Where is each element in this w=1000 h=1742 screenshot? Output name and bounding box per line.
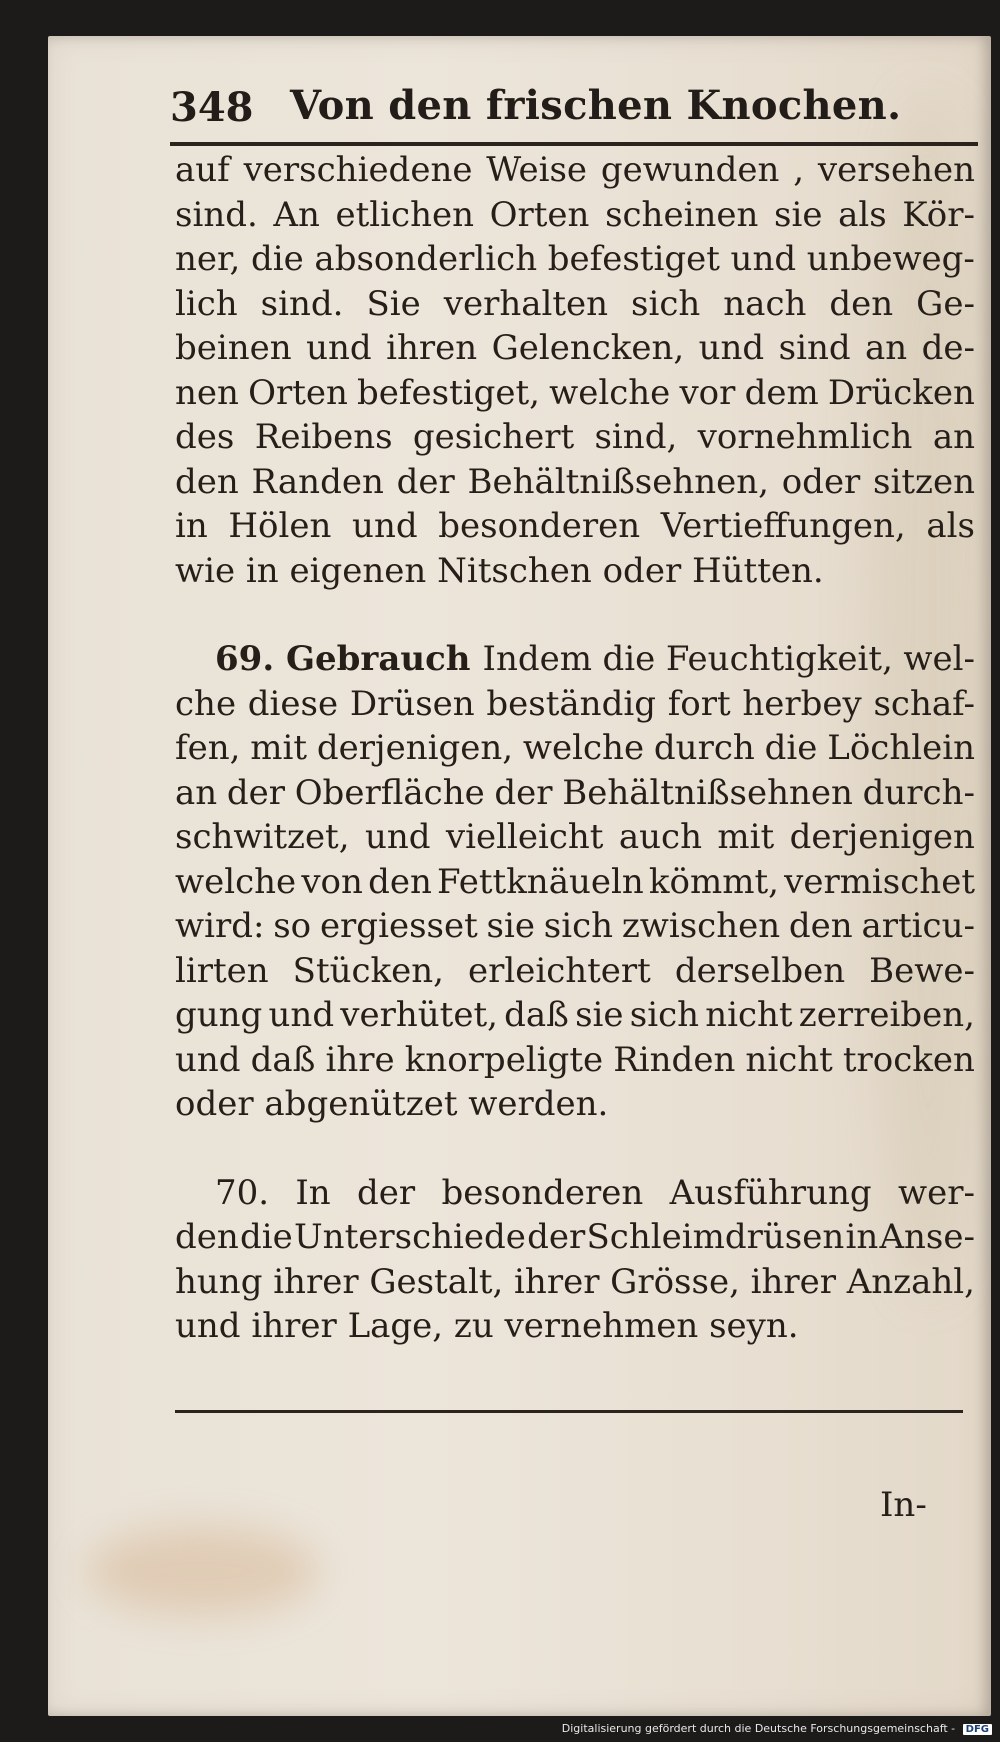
line-text [483, 637, 975, 682]
word: ihrer [273, 1261, 359, 1302]
text-line [175, 1215, 975, 1260]
text-line [175, 460, 975, 505]
text-line [175, 148, 975, 193]
word: der [357, 1172, 416, 1213]
line-text [175, 815, 975, 860]
word: knorpeligte [404, 1039, 604, 1080]
word: den [829, 283, 894, 324]
word: von [301, 861, 363, 902]
text-line [175, 549, 975, 594]
word: wer- [897, 1172, 975, 1213]
word: der [226, 772, 285, 813]
word: gung [175, 995, 263, 1035]
word: Drüsen [349, 683, 475, 724]
word: auch [618, 817, 702, 857]
credit-text: Digitalisierung gefördert durch die Deutsche Forschungsgemeinschaft - [561, 1722, 956, 1735]
word: Weise [486, 150, 588, 190]
word: zwischen [621, 906, 781, 946]
text-line [175, 282, 975, 327]
word: Kör- [902, 194, 975, 235]
word: lirten [175, 950, 269, 991]
word: sind. [260, 283, 344, 324]
footer-rule [175, 1410, 963, 1413]
word: articu- [861, 906, 975, 946]
word: des [175, 417, 235, 457]
word: Fettknäueln [437, 861, 644, 902]
line-text [175, 860, 975, 905]
word: de- [921, 328, 975, 368]
text-line [175, 815, 975, 860]
word: zerreiben, [798, 995, 975, 1035]
line-text [175, 993, 975, 1038]
word: besonderen [438, 506, 641, 546]
paragraph [175, 1171, 975, 1349]
word: mit [717, 817, 775, 857]
word: besonderen [441, 1172, 644, 1213]
word: Orten [248, 372, 348, 413]
word: etlichen [335, 194, 474, 235]
word: und [730, 239, 797, 279]
text-line [175, 237, 975, 282]
word: als [926, 506, 975, 546]
line-text [175, 904, 975, 949]
word: den [175, 461, 239, 502]
word: erleichtert [467, 950, 651, 991]
word: scheinen [605, 194, 759, 235]
word: sich [631, 283, 701, 324]
word: in [175, 506, 208, 546]
word: Reibens [254, 417, 393, 457]
line-text [175, 949, 975, 994]
text-line [175, 682, 975, 727]
text-line [175, 726, 975, 771]
word: Behältnißsehnen [562, 772, 853, 813]
text-line [175, 1038, 975, 1083]
word: befestiget, [357, 372, 540, 413]
word: Orten [489, 194, 590, 235]
text-line [175, 371, 975, 416]
word: versehen [817, 150, 975, 190]
word: dem [744, 372, 819, 413]
word: fen, [175, 728, 241, 768]
word: vor [679, 372, 736, 413]
word: die [764, 728, 818, 768]
word: beständig [486, 683, 656, 724]
word: derjenigen [789, 817, 975, 857]
word: Sie [366, 283, 421, 324]
word: den [368, 861, 432, 902]
word: schwitzet, [175, 817, 350, 857]
word: und [175, 1039, 241, 1080]
word: vermischet [784, 861, 975, 902]
word: unbeweg- [806, 239, 975, 279]
word: gesichert [412, 417, 575, 457]
word: verhalten [443, 283, 609, 324]
line-text [175, 415, 975, 460]
word: trocken [842, 1039, 975, 1080]
word: und [352, 506, 418, 546]
text-line [175, 415, 975, 460]
word: lich [175, 283, 238, 324]
paragraph-heading: 69. Gebrauch [215, 639, 471, 679]
word: die [602, 639, 656, 679]
word: durch [653, 728, 755, 768]
word: Hölen [228, 506, 332, 546]
word: mit [250, 728, 308, 768]
body-text [175, 148, 975, 1393]
word: gewunden [600, 150, 780, 190]
word: , [793, 150, 805, 190]
word: an [175, 772, 218, 813]
line-text [175, 504, 975, 549]
paragraph [175, 148, 975, 593]
word: Vertieffungen, [660, 506, 906, 546]
word: Löchlein [827, 728, 975, 768]
line-text [175, 460, 975, 505]
word: der [396, 461, 455, 502]
word: Stücken, [292, 950, 444, 991]
line-text: wie in eigenen Nitschen oder Hütten. [175, 550, 824, 591]
word: derselben [674, 950, 846, 991]
word: ergiesset [319, 906, 478, 946]
word: welche [175, 861, 297, 902]
word: fort [667, 683, 731, 724]
word: Behältnißsehnen, [467, 461, 769, 502]
word: Bewe- [869, 950, 975, 991]
word: der [494, 772, 553, 813]
word: ihren [386, 328, 478, 368]
word: die [251, 239, 304, 279]
header-rule [170, 142, 978, 146]
word: Randen [251, 461, 384, 502]
line-text [215, 1171, 975, 1216]
word: kömmt, [648, 861, 779, 902]
line-text [175, 282, 975, 327]
word: wel- [903, 639, 975, 679]
word: an [865, 328, 908, 368]
word: Unterschiede [294, 1217, 526, 1257]
text-line [175, 504, 975, 549]
word: und [306, 328, 372, 368]
word: herbey [742, 683, 862, 724]
text-line [175, 993, 975, 1038]
text-line [175, 860, 975, 905]
word: verhütet, [340, 995, 498, 1035]
line-text [175, 193, 975, 238]
word: und [698, 328, 765, 368]
word: befestiget [547, 239, 720, 279]
word: der [527, 1217, 586, 1257]
word: ihre [325, 1039, 395, 1080]
line-text [175, 1215, 975, 1260]
word: Ausführung [669, 1172, 872, 1213]
word: daß [250, 1039, 316, 1080]
word: Rinden [613, 1039, 736, 1080]
word: welche [549, 372, 671, 413]
word: die [240, 1217, 293, 1257]
word: sich [629, 995, 700, 1035]
word: schaf- [873, 683, 975, 724]
word: durch- [862, 772, 975, 813]
word: so [273, 906, 312, 946]
text-line [175, 637, 975, 682]
text-line [175, 1260, 975, 1305]
word: Gestalt, [369, 1261, 504, 1302]
word: vornehmlich [697, 417, 913, 457]
word: daß [504, 995, 569, 1035]
word: nicht [705, 995, 793, 1035]
paper-stain [88, 1526, 318, 1616]
line-text [175, 1038, 975, 1083]
page-number: 348 [170, 84, 254, 131]
line-text [175, 1260, 975, 1305]
word: Indem [482, 639, 592, 679]
running-head: Von den frischen Knochen. [290, 82, 902, 129]
word: Schleimdrüsen [586, 1217, 845, 1257]
text-line [175, 1171, 975, 1216]
line-text [175, 148, 975, 193]
word: oder [781, 461, 861, 502]
word: Oberfläche [294, 772, 485, 813]
word: als [838, 194, 887, 235]
line-text [175, 371, 975, 416]
dfg-logo: DFG [963, 1724, 992, 1735]
word: che [175, 683, 237, 724]
line-text [175, 237, 975, 282]
word: diese [247, 683, 339, 724]
word: und [364, 817, 431, 857]
word: in [845, 1217, 879, 1257]
word: absonderlich [314, 239, 538, 279]
word: Grösse, [610, 1261, 740, 1302]
word: sie [486, 906, 535, 946]
word: Gelencken, [491, 328, 685, 368]
word: und [268, 995, 335, 1035]
word: den [788, 906, 853, 946]
word: nicht [745, 1039, 833, 1080]
word: sitzen [873, 461, 975, 502]
word: sie [774, 194, 823, 235]
word: ner, [175, 239, 241, 279]
text-line [175, 904, 975, 949]
text-line [175, 949, 975, 994]
word: Ge- [916, 283, 975, 324]
word: beinen [175, 328, 292, 368]
text-line [175, 326, 975, 371]
line-text [175, 682, 975, 727]
page-header [170, 78, 980, 138]
word: hung [175, 1261, 263, 1302]
line-text [175, 326, 975, 371]
word: derjenigen, [316, 728, 514, 768]
word: ihrer [514, 1261, 600, 1302]
word: sind [778, 328, 851, 368]
word: wird: [175, 906, 265, 946]
line-text: und ihrer Lage, zu vernehmen seyn. [175, 1306, 799, 1346]
text-line [175, 771, 975, 816]
word: An [273, 194, 320, 235]
word: verschiedene [243, 150, 473, 190]
catchword: In- [880, 1485, 927, 1525]
text-line [175, 193, 975, 238]
line-text [175, 771, 975, 816]
digitization-credit [0, 1722, 992, 1735]
word: Anzahl, [846, 1261, 975, 1302]
word: welche [522, 728, 645, 768]
word: 70. [215, 1172, 270, 1213]
word: sind. [175, 194, 258, 235]
word: nach [723, 283, 807, 324]
word: den [175, 1217, 239, 1257]
word: vielleicht [445, 817, 604, 857]
line-text [175, 726, 975, 771]
word: sie [575, 995, 624, 1035]
line-text: oder abgenützet werden. [175, 1084, 609, 1124]
word: Feuchtigkeit, [665, 639, 893, 679]
word: an [932, 417, 975, 457]
word: Drücken [827, 372, 975, 413]
word: sind, [594, 417, 678, 457]
paragraph [175, 637, 975, 1127]
text-line [175, 1082, 975, 1127]
word: ihrer [750, 1261, 837, 1302]
word: sich [543, 906, 614, 946]
word: nen [175, 372, 239, 413]
word: auf [175, 150, 230, 190]
word: Anse- [879, 1217, 975, 1257]
word: In [295, 1172, 331, 1213]
text-line [175, 1304, 975, 1349]
